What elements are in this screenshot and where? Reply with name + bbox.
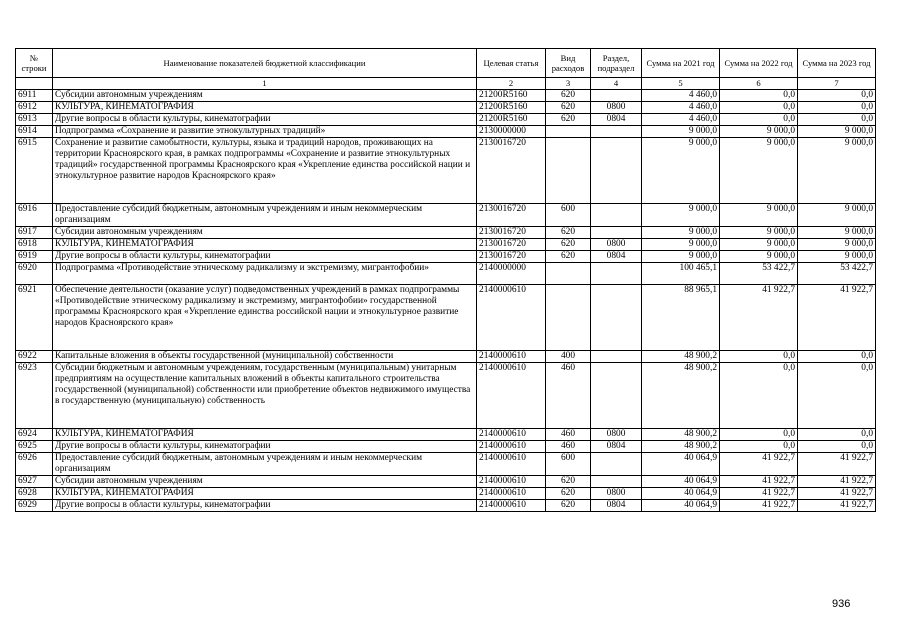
table-row — [16, 101, 876, 113]
sum-2021-cell: 48 900,2 — [642, 440, 720, 452]
expense-type-cell — [546, 284, 591, 350]
section-code-cell — [591, 89, 642, 101]
indicator-name-cell: Субсидии автономным учреждениям — [53, 89, 477, 101]
sum-2021-cell: 40 064,9 — [642, 487, 720, 499]
row-number-cell: 6923 — [16, 362, 53, 428]
header-target-article: Целевая статья — [477, 49, 546, 78]
expense-type-cell: 620 — [546, 250, 591, 262]
target-article-cell: 2130016720 — [477, 137, 546, 203]
header-sum-2022: Сумма на 2022 год — [720, 49, 798, 78]
sum-2023-cell: 41 922,7 — [798, 499, 876, 511]
sum-2022-cell: 0,0 — [720, 440, 798, 452]
sum-2021-cell: 88 965,1 — [642, 284, 720, 350]
section-code-cell: 0804 — [591, 440, 642, 452]
indicator-name-cell: Подпрограмма «Сохранение и развитие этнокультурных традиций» — [53, 125, 477, 137]
row-number-cell: 6918 — [16, 238, 53, 250]
sum-2023-cell: 41 922,7 — [798, 487, 876, 499]
sum-2023-cell: 9 000,0 — [798, 137, 876, 203]
section-code-cell: 0800 — [591, 428, 642, 440]
section-code-cell — [591, 203, 642, 226]
section-code-cell: 0804 — [591, 499, 642, 511]
page-number: 936 — [832, 598, 851, 610]
expense-type-cell: 620 — [546, 475, 591, 487]
column-number: 3 — [546, 78, 591, 90]
indicator-name-cell: Другие вопросы в области культуры, кинематографии — [53, 250, 477, 262]
sum-2023-cell: 9 000,0 — [798, 125, 876, 137]
sum-2021-cell: 100 465,1 — [642, 262, 720, 284]
sum-2021-cell: 9 000,0 — [642, 137, 720, 203]
section-code-cell — [591, 226, 642, 238]
column-number — [16, 78, 53, 90]
target-article-cell: 2140000610 — [477, 475, 546, 487]
section-code-cell — [591, 284, 642, 350]
target-article-cell: 2140000610 — [477, 428, 546, 440]
row-number-cell: 6911 — [16, 89, 53, 101]
sum-2021-cell: 48 900,2 — [642, 428, 720, 440]
row-number-cell: 6920 — [16, 262, 53, 284]
row-number-cell: 6919 — [16, 250, 53, 262]
section-code-cell — [591, 350, 642, 362]
sum-2023-cell: 0,0 — [798, 362, 876, 428]
row-number-cell: 6912 — [16, 101, 53, 113]
target-article-cell: 2140000610 — [477, 487, 546, 499]
table-row — [16, 226, 876, 238]
row-number-cell: 6927 — [16, 475, 53, 487]
sum-2021-cell: 4 460,0 — [642, 89, 720, 101]
row-number-cell: 6928 — [16, 487, 53, 499]
table-row — [16, 440, 876, 452]
sum-2021-cell: 40 064,9 — [642, 499, 720, 511]
expense-type-cell — [546, 262, 591, 284]
expense-type-cell: 620 — [546, 101, 591, 113]
sum-2023-cell: 9 000,0 — [798, 226, 876, 238]
row-number-cell: 6914 — [16, 125, 53, 137]
column-number: 2 — [477, 78, 546, 90]
expense-type-cell: 620 — [546, 89, 591, 101]
sum-2021-cell: 48 900,2 — [642, 362, 720, 428]
indicator-name-cell: Другие вопросы в области культуры, кинематографии — [53, 113, 477, 125]
header-sum-2021: Сумма на 2021 год — [642, 49, 720, 78]
row-number-cell: 6917 — [16, 226, 53, 238]
sum-2022-cell: 9 000,0 — [720, 250, 798, 262]
expense-type-cell: 620 — [546, 113, 591, 125]
header-row-number: № строки — [16, 49, 53, 78]
target-article-cell: 2130016720 — [477, 238, 546, 250]
sum-2021-cell: 9 000,0 — [642, 125, 720, 137]
sum-2022-cell: 41 922,7 — [720, 487, 798, 499]
row-number-cell: 6922 — [16, 350, 53, 362]
table-row — [16, 238, 876, 250]
sum-2021-cell: 4 460,0 — [642, 113, 720, 125]
sum-2022-cell: 9 000,0 — [720, 125, 798, 137]
sum-2023-cell: 9 000,0 — [798, 250, 876, 262]
section-code-cell — [591, 262, 642, 284]
sum-2022-cell: 53 422,7 — [720, 262, 798, 284]
sum-2022-cell: 0,0 — [720, 89, 798, 101]
target-article-cell: 2140000610 — [477, 499, 546, 511]
expense-type-cell: 620 — [546, 226, 591, 238]
expense-type-cell: 600 — [546, 452, 591, 475]
row-number-cell: 6915 — [16, 137, 53, 203]
sum-2022-cell: 9 000,0 — [720, 226, 798, 238]
indicator-name-cell: Обеспечение деятельности (оказание услуг) подведомственных учреждений в рамках подпрограммы «Противодействие этническому радикализму и экстремизму, мигрантофобии» государственной программы Красноярского края «Укрепление единства российской нации и этнокультурное развитие народов Красноярского края» — [53, 284, 477, 350]
budget-table — [15, 48, 876, 512]
row-number-cell: 6926 — [16, 452, 53, 475]
table-row — [16, 487, 876, 499]
target-article-cell: 2140000610 — [477, 350, 546, 362]
table-row — [16, 362, 876, 428]
expense-type-cell: 460 — [546, 362, 591, 428]
sum-2023-cell: 0,0 — [798, 350, 876, 362]
indicator-name-cell: КУЛЬТУРА, КИНЕМАТОГРАФИЯ — [53, 487, 477, 499]
row-number-cell: 6924 — [16, 428, 53, 440]
sum-2021-cell: 4 460,0 — [642, 101, 720, 113]
column-number: 5 — [642, 78, 720, 90]
sum-2022-cell: 0,0 — [720, 362, 798, 428]
row-number-cell: 6921 — [16, 284, 53, 350]
sum-2021-cell: 9 000,0 — [642, 238, 720, 250]
table-row — [16, 284, 876, 350]
table-row — [16, 125, 876, 137]
expense-type-cell: 620 — [546, 487, 591, 499]
sum-2023-cell: 9 000,0 — [798, 203, 876, 226]
table-row — [16, 89, 876, 101]
indicator-name-cell: Предоставление субсидий бюджетным, автономным учреждениям и иным некоммерческим организациям — [53, 452, 477, 475]
table-body — [16, 89, 876, 511]
sum-2023-cell: 41 922,7 — [798, 452, 876, 475]
expense-type-cell — [546, 125, 591, 137]
section-code-cell — [591, 137, 642, 203]
sum-2022-cell: 0,0 — [720, 428, 798, 440]
indicator-name-cell: Капитальные вложения в объекты государственной (муниципальной) собственности — [53, 350, 477, 362]
section-code-cell — [591, 475, 642, 487]
sum-2023-cell: 41 922,7 — [798, 475, 876, 487]
expense-type-cell — [546, 137, 591, 203]
sum-2023-cell: 0,0 — [798, 101, 876, 113]
indicator-name-cell: Предоставление субсидий бюджетным, автономным учреждениям и иным некоммерческим организациям — [53, 203, 477, 226]
sum-2023-cell: 53 422,7 — [798, 262, 876, 284]
sum-2021-cell: 9 000,0 — [642, 203, 720, 226]
table-row — [16, 262, 876, 284]
sum-2022-cell: 41 922,7 — [720, 499, 798, 511]
target-article-cell: 2130016720 — [477, 250, 546, 262]
table-row — [16, 428, 876, 440]
target-article-cell: 2140000610 — [477, 362, 546, 428]
sum-2023-cell: 0,0 — [798, 428, 876, 440]
target-article-cell: 2140000610 — [477, 284, 546, 350]
sum-2022-cell: 41 922,7 — [720, 452, 798, 475]
section-code-cell: 0800 — [591, 487, 642, 499]
expense-type-cell: 460 — [546, 440, 591, 452]
indicator-name-cell: КУЛЬТУРА, КИНЕМАТОГРАФИЯ — [53, 101, 477, 113]
header-row — [16, 49, 876, 78]
sum-2023-cell: 0,0 — [798, 440, 876, 452]
target-article-cell: 2130000000 — [477, 125, 546, 137]
section-code-cell — [591, 362, 642, 428]
sum-2023-cell: 0,0 — [798, 113, 876, 125]
header-indicator-name: Наименование показателей бюджетной классификации — [53, 49, 477, 78]
target-article-cell: 2140000000 — [477, 262, 546, 284]
sum-2021-cell: 9 000,0 — [642, 250, 720, 262]
target-article-cell: 2140000610 — [477, 452, 546, 475]
target-article-cell: 2140000610 — [477, 440, 546, 452]
sum-2021-cell: 40 064,9 — [642, 452, 720, 475]
section-code-cell: 0804 — [591, 113, 642, 125]
sum-2022-cell: 41 922,7 — [720, 284, 798, 350]
sum-2022-cell: 41 922,7 — [720, 475, 798, 487]
expense-type-cell: 600 — [546, 203, 591, 226]
table-row — [16, 452, 876, 475]
indicator-name-cell: Субсидии автономным учреждениям — [53, 226, 477, 238]
row-number-cell: 6916 — [16, 203, 53, 226]
table-row — [16, 499, 876, 511]
target-article-cell: 21200R5160 — [477, 113, 546, 125]
sum-2023-cell: 41 922,7 — [798, 284, 876, 350]
target-article-cell: 2130016720 — [477, 203, 546, 226]
sum-2022-cell: 0,0 — [720, 350, 798, 362]
row-number-cell: 6925 — [16, 440, 53, 452]
column-number: 6 — [720, 78, 798, 90]
column-number-row — [16, 78, 876, 90]
indicator-name-cell: КУЛЬТУРА, КИНЕМАТОГРАФИЯ — [53, 238, 477, 250]
sum-2022-cell: 0,0 — [720, 113, 798, 125]
column-number: 4 — [591, 78, 642, 90]
indicator-name-cell: Другие вопросы в области культуры, кинематографии — [53, 440, 477, 452]
target-article-cell: 21200R5160 — [477, 101, 546, 113]
sum-2021-cell: 9 000,0 — [642, 226, 720, 238]
section-code-cell — [591, 452, 642, 475]
header-expense-type: Вид расходов — [546, 49, 591, 78]
sum-2022-cell: 9 000,0 — [720, 238, 798, 250]
header-sum-2023: Сумма на 2023 год — [798, 49, 876, 78]
sum-2021-cell: 40 064,9 — [642, 475, 720, 487]
target-article-cell: 2130016720 — [477, 226, 546, 238]
section-code-cell: 0800 — [591, 101, 642, 113]
column-number: 1 — [53, 78, 477, 90]
expense-type-cell: 400 — [546, 350, 591, 362]
expense-type-cell: 460 — [546, 428, 591, 440]
table-row — [16, 350, 876, 362]
sum-2023-cell: 0,0 — [798, 89, 876, 101]
sum-2022-cell: 9 000,0 — [720, 137, 798, 203]
indicator-name-cell: Подпрограмма «Противодействие этническому радикализму и экстремизму, мигрантофобии» — [53, 262, 477, 284]
indicator-name-cell: Субсидии автономным учреждениям — [53, 475, 477, 487]
table-row — [16, 250, 876, 262]
section-code-cell: 0804 — [591, 250, 642, 262]
table-row — [16, 113, 876, 125]
table-row — [16, 475, 876, 487]
sum-2023-cell: 9 000,0 — [798, 238, 876, 250]
section-code-cell — [591, 125, 642, 137]
indicator-name-cell: Сохранение и развитие самобытности, культуры, языка и традиций народов, проживающих на территории Красноярского края, в рамках подпрограммы «Сохранение и развитие этнокультурных традиций» государственной программы Красноярского края «Укрепление единства российской нации и этнокультурное развитие народов Красноярского края» — [53, 137, 477, 203]
indicator-name-cell: Субсидии бюджетным и автономным учреждениям, государственным (муниципальным) унитарным предприятиям на осуществление капитальных вложений в объекты капитального строительства государственной (муниципальной) собственности или приобретение объектов недвижимого имущества в государственную (муниципальную) собственность — [53, 362, 477, 428]
sum-2021-cell: 48 900,2 — [642, 350, 720, 362]
indicator-name-cell: КУЛЬТУРА, КИНЕМАТОГРАФИЯ — [53, 428, 477, 440]
sum-2022-cell: 9 000,0 — [720, 203, 798, 226]
table-row — [16, 137, 876, 203]
indicator-name-cell: Другие вопросы в области культуры, кинематографии — [53, 499, 477, 511]
row-number-cell: 6913 — [16, 113, 53, 125]
sum-2022-cell: 0,0 — [720, 101, 798, 113]
expense-type-cell: 620 — [546, 499, 591, 511]
header-section: Раздел, подраздел — [591, 49, 642, 78]
row-number-cell: 6929 — [16, 499, 53, 511]
expense-type-cell: 620 — [546, 238, 591, 250]
column-number: 7 — [798, 78, 876, 90]
table-row — [16, 203, 876, 226]
section-code-cell: 0800 — [591, 238, 642, 250]
target-article-cell: 21200R5160 — [477, 89, 546, 101]
